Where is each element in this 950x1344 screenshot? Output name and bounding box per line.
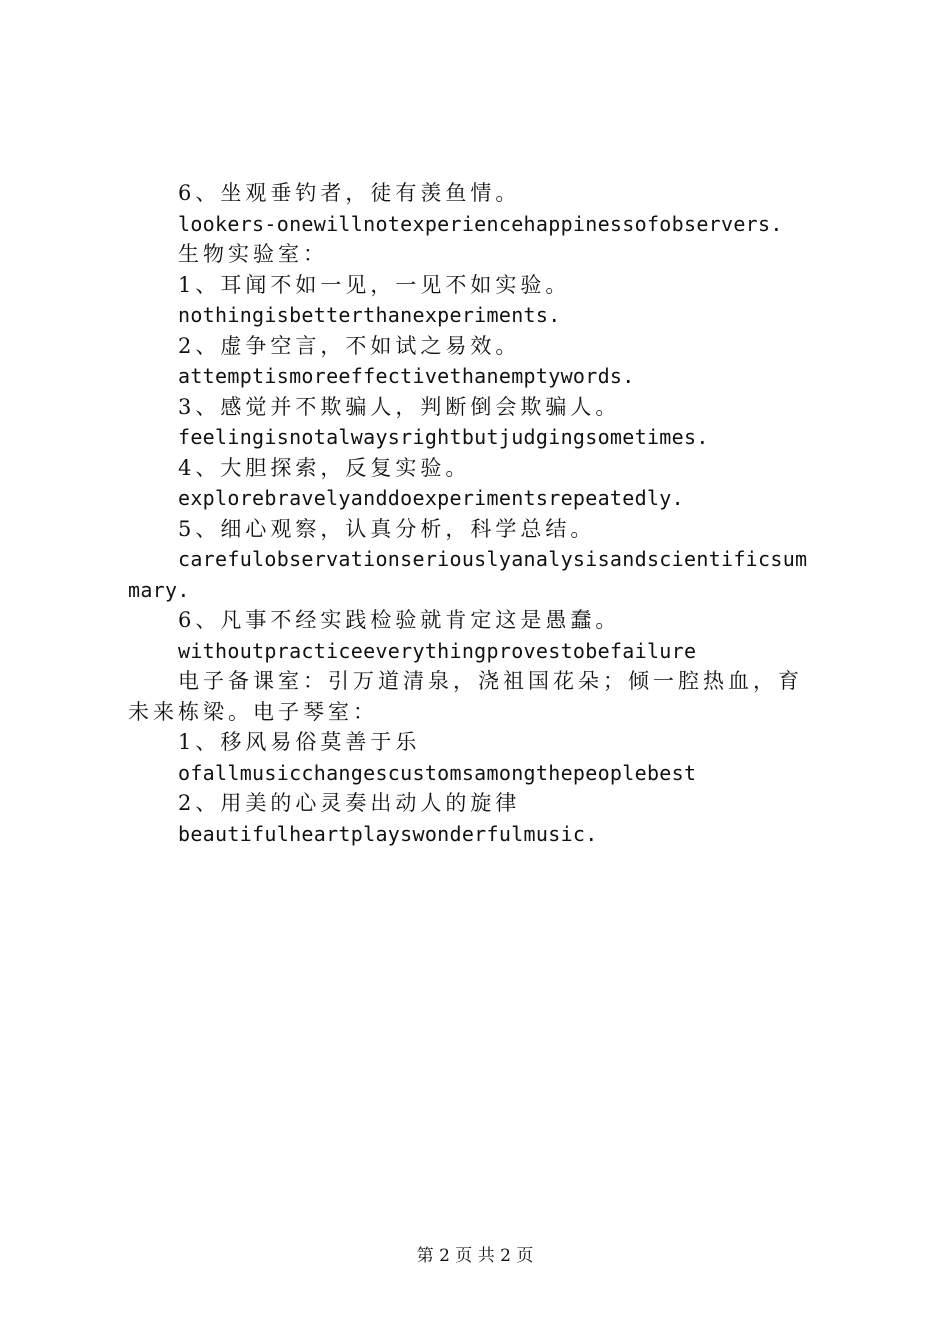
text-line: 5、细心观察，认真分析，科学总结。: [178, 517, 596, 541]
text-line: 3、感觉并不欺骗人，判断倒会欺骗人。: [178, 395, 621, 419]
text-line: 6、坐观垂钓者，徒有羡鱼情。: [178, 181, 521, 205]
text-line: lookers-onewillnotexperiencehappinessofobservers.: [178, 212, 783, 236]
text-line: mary.: [128, 578, 190, 602]
text-line: 4、大胆探索，反复实验。: [178, 456, 471, 480]
text-line: carefulobservationseriouslyanalysisandscientificsum: [178, 547, 808, 571]
text-line: 2、虚争空言，不如试之易效。: [178, 334, 521, 358]
text-line: explorebravelyanddoexperimentsrepeatedly.: [178, 486, 684, 510]
text-line: feelingisnotalwaysrightbutjudgingsometimes.: [178, 425, 709, 449]
text-line: 1、耳闻不如一见，一见不如实验。: [178, 273, 571, 297]
text-line: ofallmusicchangescustomsamongthepeoplebest: [178, 761, 697, 785]
text-line: attemptismoreeffectivethanemptywords.: [178, 364, 635, 388]
text-line: 未来栋梁。电子琴室：: [128, 700, 378, 724]
text-line: 1、移风易俗莫善于乐: [178, 730, 421, 754]
section-heading: 电子备课室：引万道清泉，浇祖国花朵；倾一腔热血，育: [178, 669, 803, 693]
page-number-footer: 第 2 页 共 2 页: [416, 1246, 534, 1266]
text-line: withoutpracticeeverythingprovestobefailure: [178, 639, 697, 663]
text-line: 2、用美的心灵奏出动人的旋律: [178, 791, 521, 815]
text-line: 6、凡事不经实践检验就肯定这是愚蠢。: [178, 608, 621, 632]
text-line: beautifulheartplayswonderfulmusic.: [178, 822, 598, 846]
section-heading: 生物实验室：: [178, 242, 328, 266]
text-line: nothingisbetterthanexperiments.: [178, 303, 561, 327]
